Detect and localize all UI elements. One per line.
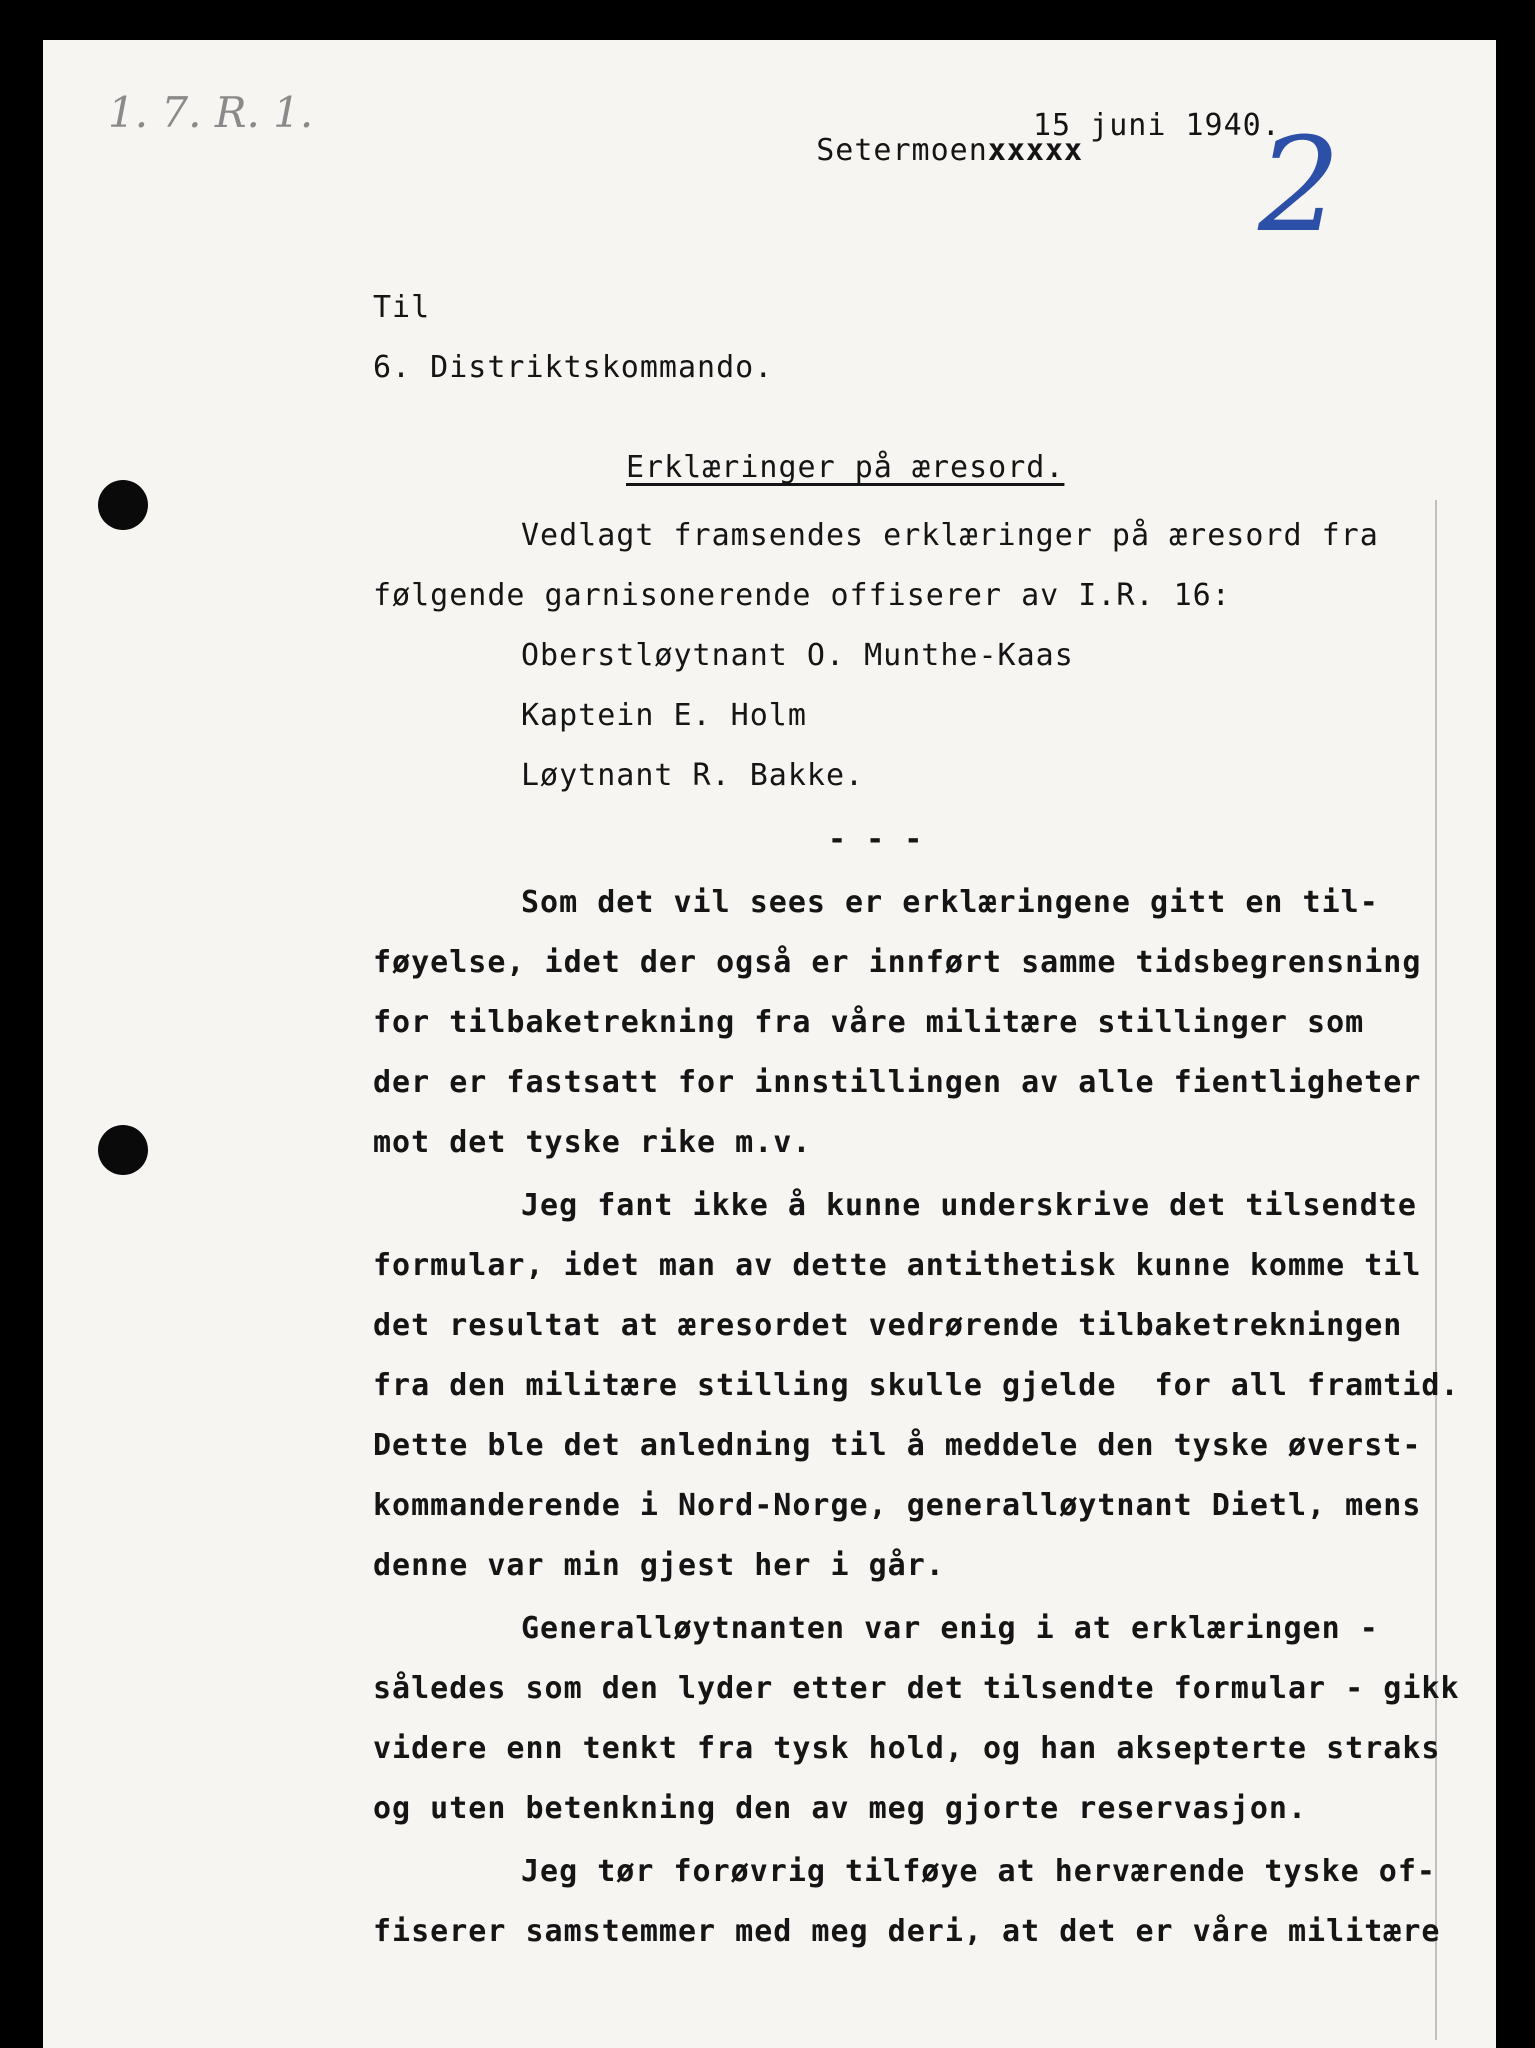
body-line-1: Vedlagt framsendes erklæringer på æresord fra — [521, 518, 1379, 553]
body-line-18: denne var min gjest her i går. — [373, 1548, 945, 1583]
body-line-8: føyelse, idet der også er innført samme tidsbegrensning — [373, 945, 1422, 980]
address-recipient: 6. Distriktskommando. — [373, 350, 774, 385]
punch-hole-bottom — [98, 1125, 148, 1175]
body-line-11: mot det tyske rike m.v. — [373, 1125, 812, 1160]
document-page — [43, 40, 1496, 2048]
place-name: Setermoen — [816, 133, 988, 168]
body-line-5: Løytnant R. Bakke. — [521, 758, 865, 793]
body-line-10: der er fastsatt for innstillingen av alle fientligheter — [373, 1065, 1422, 1100]
body-line-9: for tilbaketrekning fra våre militære stillinger som — [373, 1005, 1365, 1040]
body-line-22: og uten betenkning den av meg gjorte reservasjon. — [373, 1791, 1308, 1826]
body-line-24: fiserer samstemmer med meg deri, at det er våre militære — [373, 1914, 1441, 1949]
page-number: 2 — [1258, 109, 1341, 261]
body-line-3: Oberstløytnant O. Munthe-Kaas — [521, 638, 1074, 673]
header-place — [740, 98, 1083, 203]
body-line-15: fra den militære stilling skulle gjelde for all framtid. — [373, 1368, 1460, 1403]
struck-text: xxxxx — [987, 133, 1084, 168]
subject-heading: Erklæringer på æresord. — [626, 450, 1065, 485]
body-line-16: Dette ble det anledning til å meddele den tyske øverst- — [373, 1428, 1422, 1463]
body-line-17: kommanderende i Nord-Norge, generalløytnant Dietl, mens — [373, 1488, 1422, 1523]
address-to: Til — [373, 290, 431, 325]
body-line-2: følgende garnisonerende offiserer av I.R. 16: — [373, 578, 1231, 613]
body-line-12: Jeg fant ikke å kunne underskrive det tilsendte — [521, 1188, 1417, 1223]
section-separator: - - - — [828, 822, 924, 857]
body-line-13: formular, idet man av dette antithetisk kunne komme til — [373, 1248, 1422, 1283]
body-line-7: Som det vil sees er erklæringene gitt en til- — [521, 885, 1379, 920]
header-date: 15 juni 1940. — [1033, 108, 1281, 143]
pencil-note: 1. 7. R. 1. — [108, 88, 314, 137]
body-line-19: Generalløytnanten var enig i at erklæringen - — [521, 1611, 1379, 1646]
margin-mark — [1435, 500, 1437, 2040]
punch-hole-top — [98, 480, 148, 530]
body-line-20: således som den lyder etter det tilsendte formular - gikk — [373, 1671, 1460, 1706]
body-line-23: Jeg tør forøvrig tilføye at herværende tyske of- — [521, 1854, 1436, 1889]
body-line-4: Kaptein E. Holm — [521, 698, 807, 733]
body-line-21: videre enn tenkt fra tysk hold, og han aksepterte straks — [373, 1731, 1441, 1766]
body-line-14: det resultat at æresordet vedrørende tilbaketrekningen — [373, 1308, 1403, 1343]
